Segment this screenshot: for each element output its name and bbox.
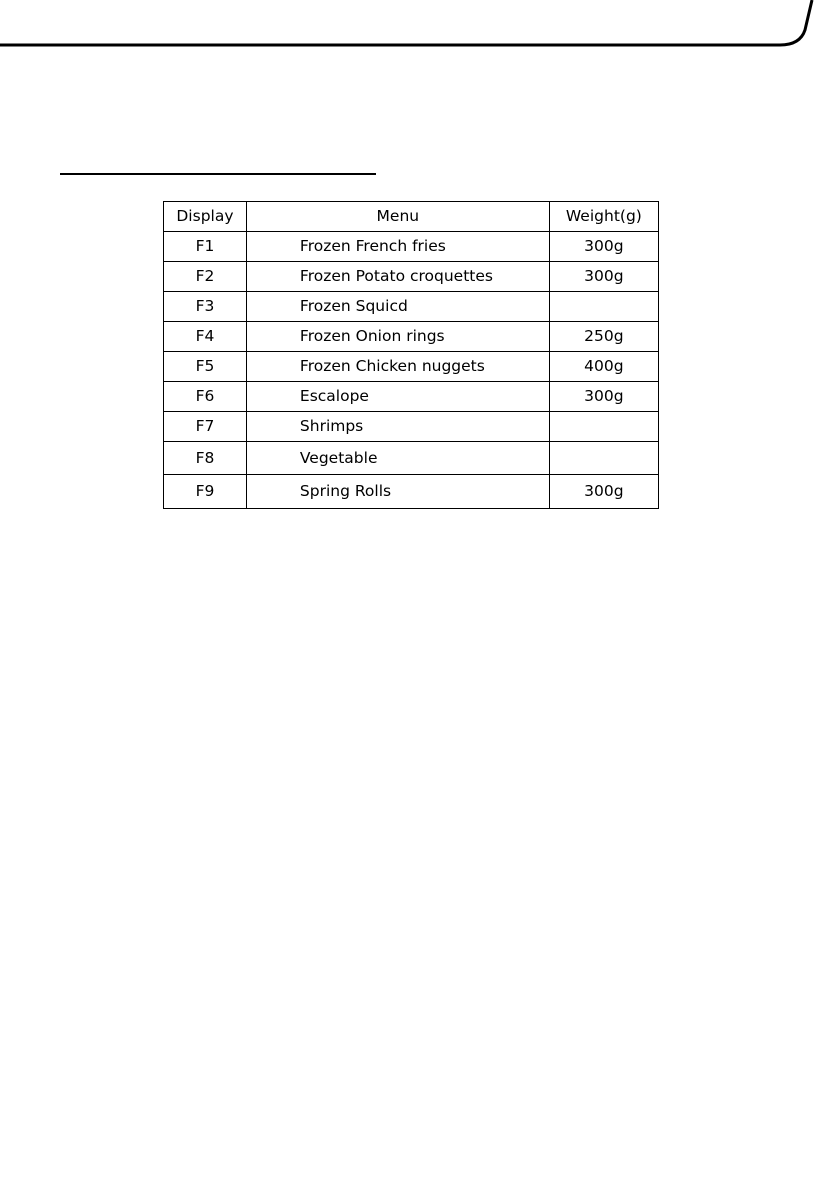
table-row xyxy=(164,322,659,352)
display-cell: F5 xyxy=(164,352,247,382)
weight-cell xyxy=(549,412,658,442)
section-heading-underline xyxy=(60,173,376,175)
table-row xyxy=(164,382,659,412)
column-header-weight: Weight(g) xyxy=(549,202,658,232)
table-header-row xyxy=(164,202,659,232)
display-cell: F4 xyxy=(164,322,247,352)
table-row xyxy=(164,442,659,475)
column-header-menu: Menu xyxy=(246,202,549,232)
display-cell: F2 xyxy=(164,262,247,292)
column-header-display: Display xyxy=(164,202,247,232)
table-row xyxy=(164,475,659,509)
table-row xyxy=(164,352,659,382)
display-cell: F8 xyxy=(164,442,247,475)
weight-cell: 300g xyxy=(549,382,658,412)
menu-cell: Spring Rolls xyxy=(246,475,549,509)
menu-cell: Escalope xyxy=(246,382,549,412)
display-cell: F7 xyxy=(164,412,247,442)
weight-cell: 300g xyxy=(549,262,658,292)
table-row xyxy=(164,232,659,262)
menu-cell: Shrimps xyxy=(246,412,549,442)
display-cell: F6 xyxy=(164,382,247,412)
menu-cell: Frozen Onion rings xyxy=(246,322,549,352)
menu-cell: Frozen Chicken nuggets xyxy=(246,352,549,382)
weight-cell xyxy=(549,442,658,475)
menu-cell: Vegetable xyxy=(246,442,549,475)
menu-cell: Frozen French fries xyxy=(246,232,549,262)
weight-cell: 300g xyxy=(549,232,658,262)
menu-cell: Frozen Squicd xyxy=(246,292,549,322)
weight-cell xyxy=(549,292,658,322)
weight-cell: 400g xyxy=(549,352,658,382)
menu-table xyxy=(163,201,659,509)
table-row xyxy=(164,292,659,322)
menu-cell: Frozen Potato croquettes xyxy=(246,262,549,292)
page-edge-curve xyxy=(0,0,822,70)
weight-cell: 250g xyxy=(549,322,658,352)
display-cell: F3 xyxy=(164,292,247,322)
display-cell: F9 xyxy=(164,475,247,509)
table-row xyxy=(164,262,659,292)
weight-cell: 300g xyxy=(549,475,658,509)
table-row xyxy=(164,412,659,442)
display-cell: F1 xyxy=(164,232,247,262)
